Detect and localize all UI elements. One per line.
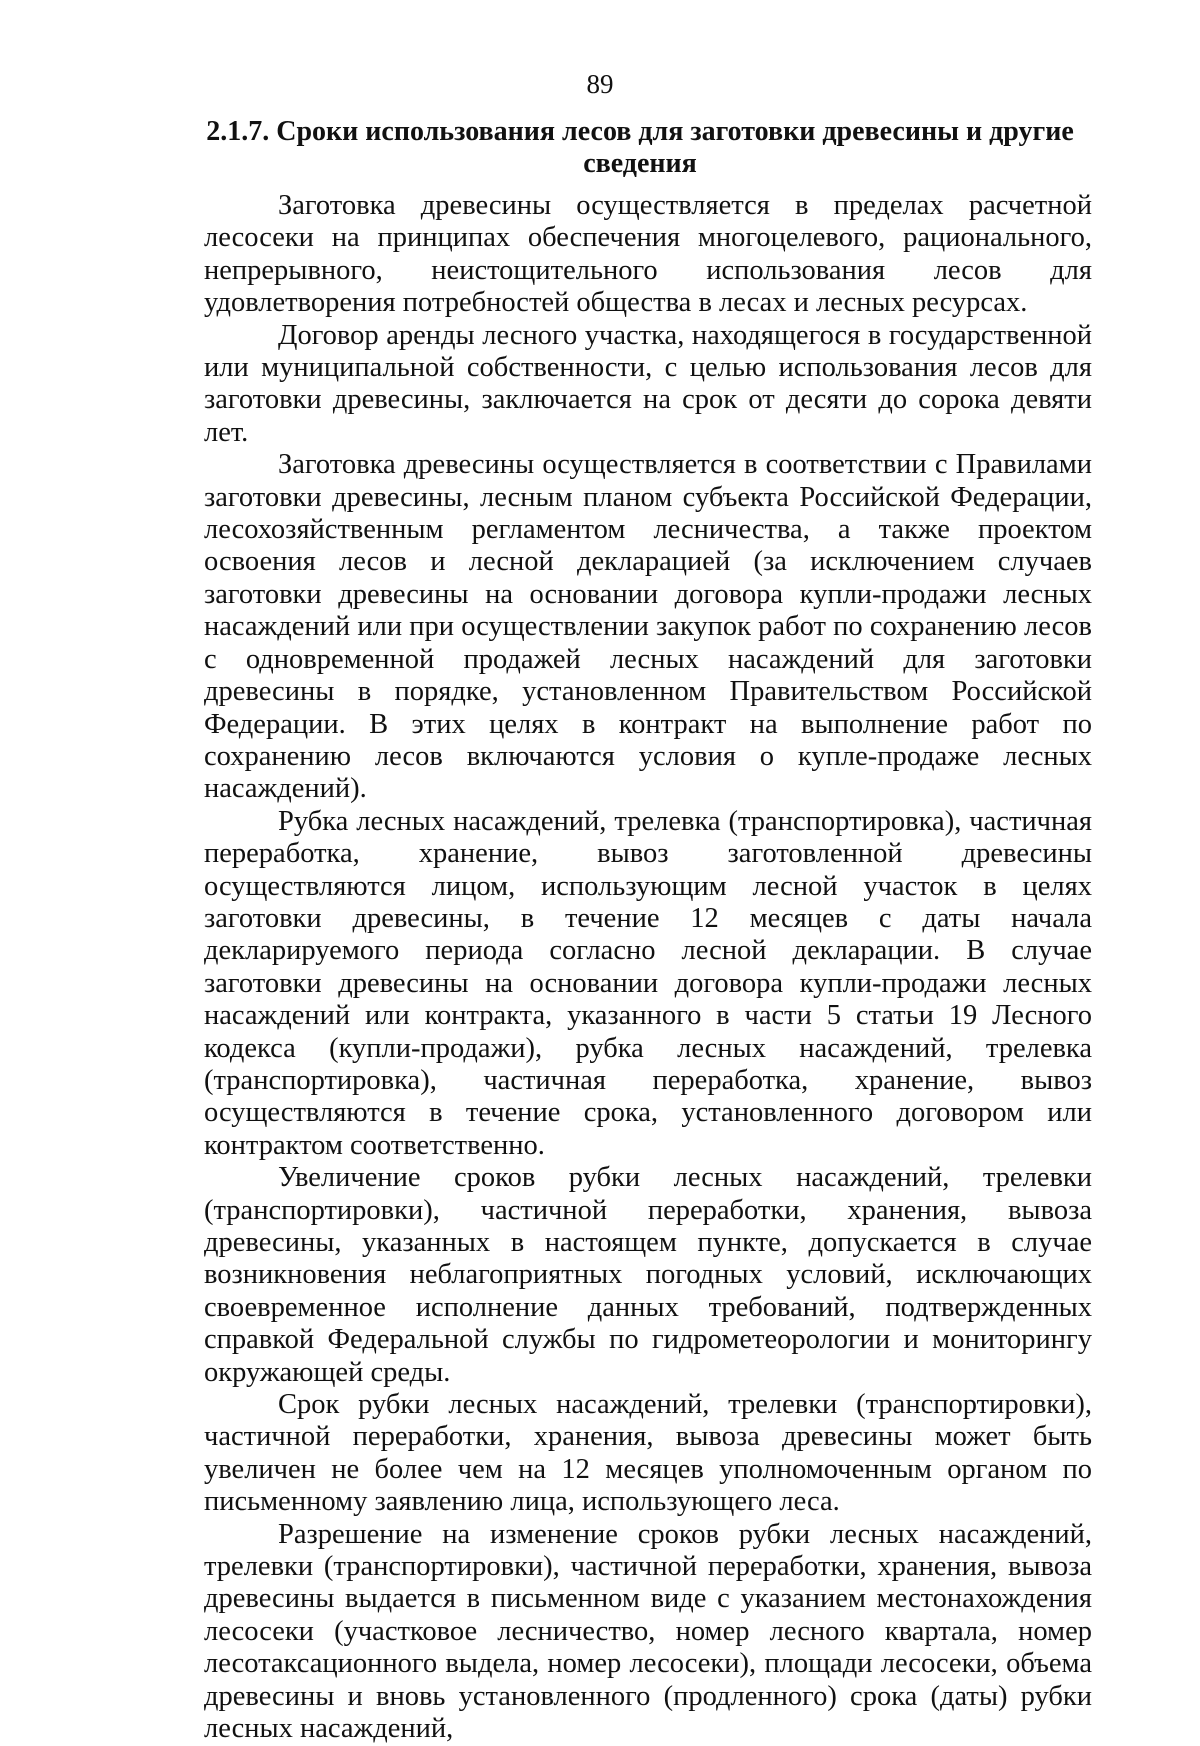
paragraph: Срок рубки лесных насаждений, трелевки (транспортировки), частичной переработки, хранения, вывоза древесины может быть увеличен не более чем на 12 месяцев уполномоченным органом по письменному заявлению лица, использующего леса. xyxy=(204,1389,1092,1518)
section-heading: 2.1.7. Сроки использования лесов для заготовки древесины и другие сведения xyxy=(206,116,1074,179)
paragraph: Договор аренды лесного участка, находящегося в государственной или муниципальной собственности, с целью использования лесов для заготовки древесины, заключается на срок от десяти до сорока девяти лет. xyxy=(204,319,1092,448)
document-body xyxy=(204,190,1092,1746)
paragraph: Заготовка древесины осуществляется в соответствии с Правилами заготовки древесины, лесным планом субъекта Российской Федерации, лесохозяйственным регламентом лесничества, а также проектом освоения лесов и лесной декларацией (за исключением случаев заготовки древесины на основании договора купли-продажи лесных насаждений или при осуществлении закупок работ по сохранению лесов с одновременной продажей лесных насаждений для заготовки древесины в порядке, установленном Правительством Российской Федерации. В этих целях в контракт на выполнение работ по сохранению лесов включаются условия о купле-продаже лесных насаждений). xyxy=(204,449,1092,805)
paragraph: Заготовка древесины осуществляется в пределах расчетной лесосеки на принципах обеспечения многоцелевого, рационального, непрерывного, неистощительного использования лесов для удовлетворения потребностей общества в лесах и лесных ресурсах. xyxy=(204,190,1092,319)
page-number: 89 xyxy=(586,69,614,99)
paragraph: Увеличение сроков рубки лесных насаждений, трелевки (транспортировки), частичной переработки, хранения, вывоза древесины, указанных в настоящем пункте, допускается в случае возникновения неблагоприятных погодных условий, исключающих своевременное исполнение данных требований, подтвержденных справкой Федеральной службы по гидрометеорологии и мониторингу окружающей среды. xyxy=(204,1162,1092,1388)
paragraph: Рубка лесных насаждений, трелевка (транспортировка), частичная переработка, хранение, вывоз заготовленной древесины осуществляются лицом, использующим лесной участок в целях заготовки древесины, в течение 12 месяцев с даты начала декларируемого периода согласно лесной декларации. В случае заготовки древесины на основании договора купли-продажи лесных насаждений или контракта, указанного в части 5 статьи 19 Лесного кодекса (купли-продажи), рубка лесных насаждений, трелевка (транспортировка), частичная переработка, хранение, вывоз осуществляются в течение срока, установленного договором или контрактом соответственно. xyxy=(204,805,1092,1161)
paragraph: Разрешение на изменение сроков рубки лесных насаждений, трелевки (транспортировки), частичной переработки, хранения, вывоза древесины выдается в письменном виде с указанием местонахождения лесосеки (участковое лесничество, номер лесного квартала, номер лесотаксационного выдела, номер лесосеки), площади лесосеки, объема древесины и вновь установленного (продленного) срока (даты) рубки лесных насаждений, xyxy=(204,1518,1092,1745)
